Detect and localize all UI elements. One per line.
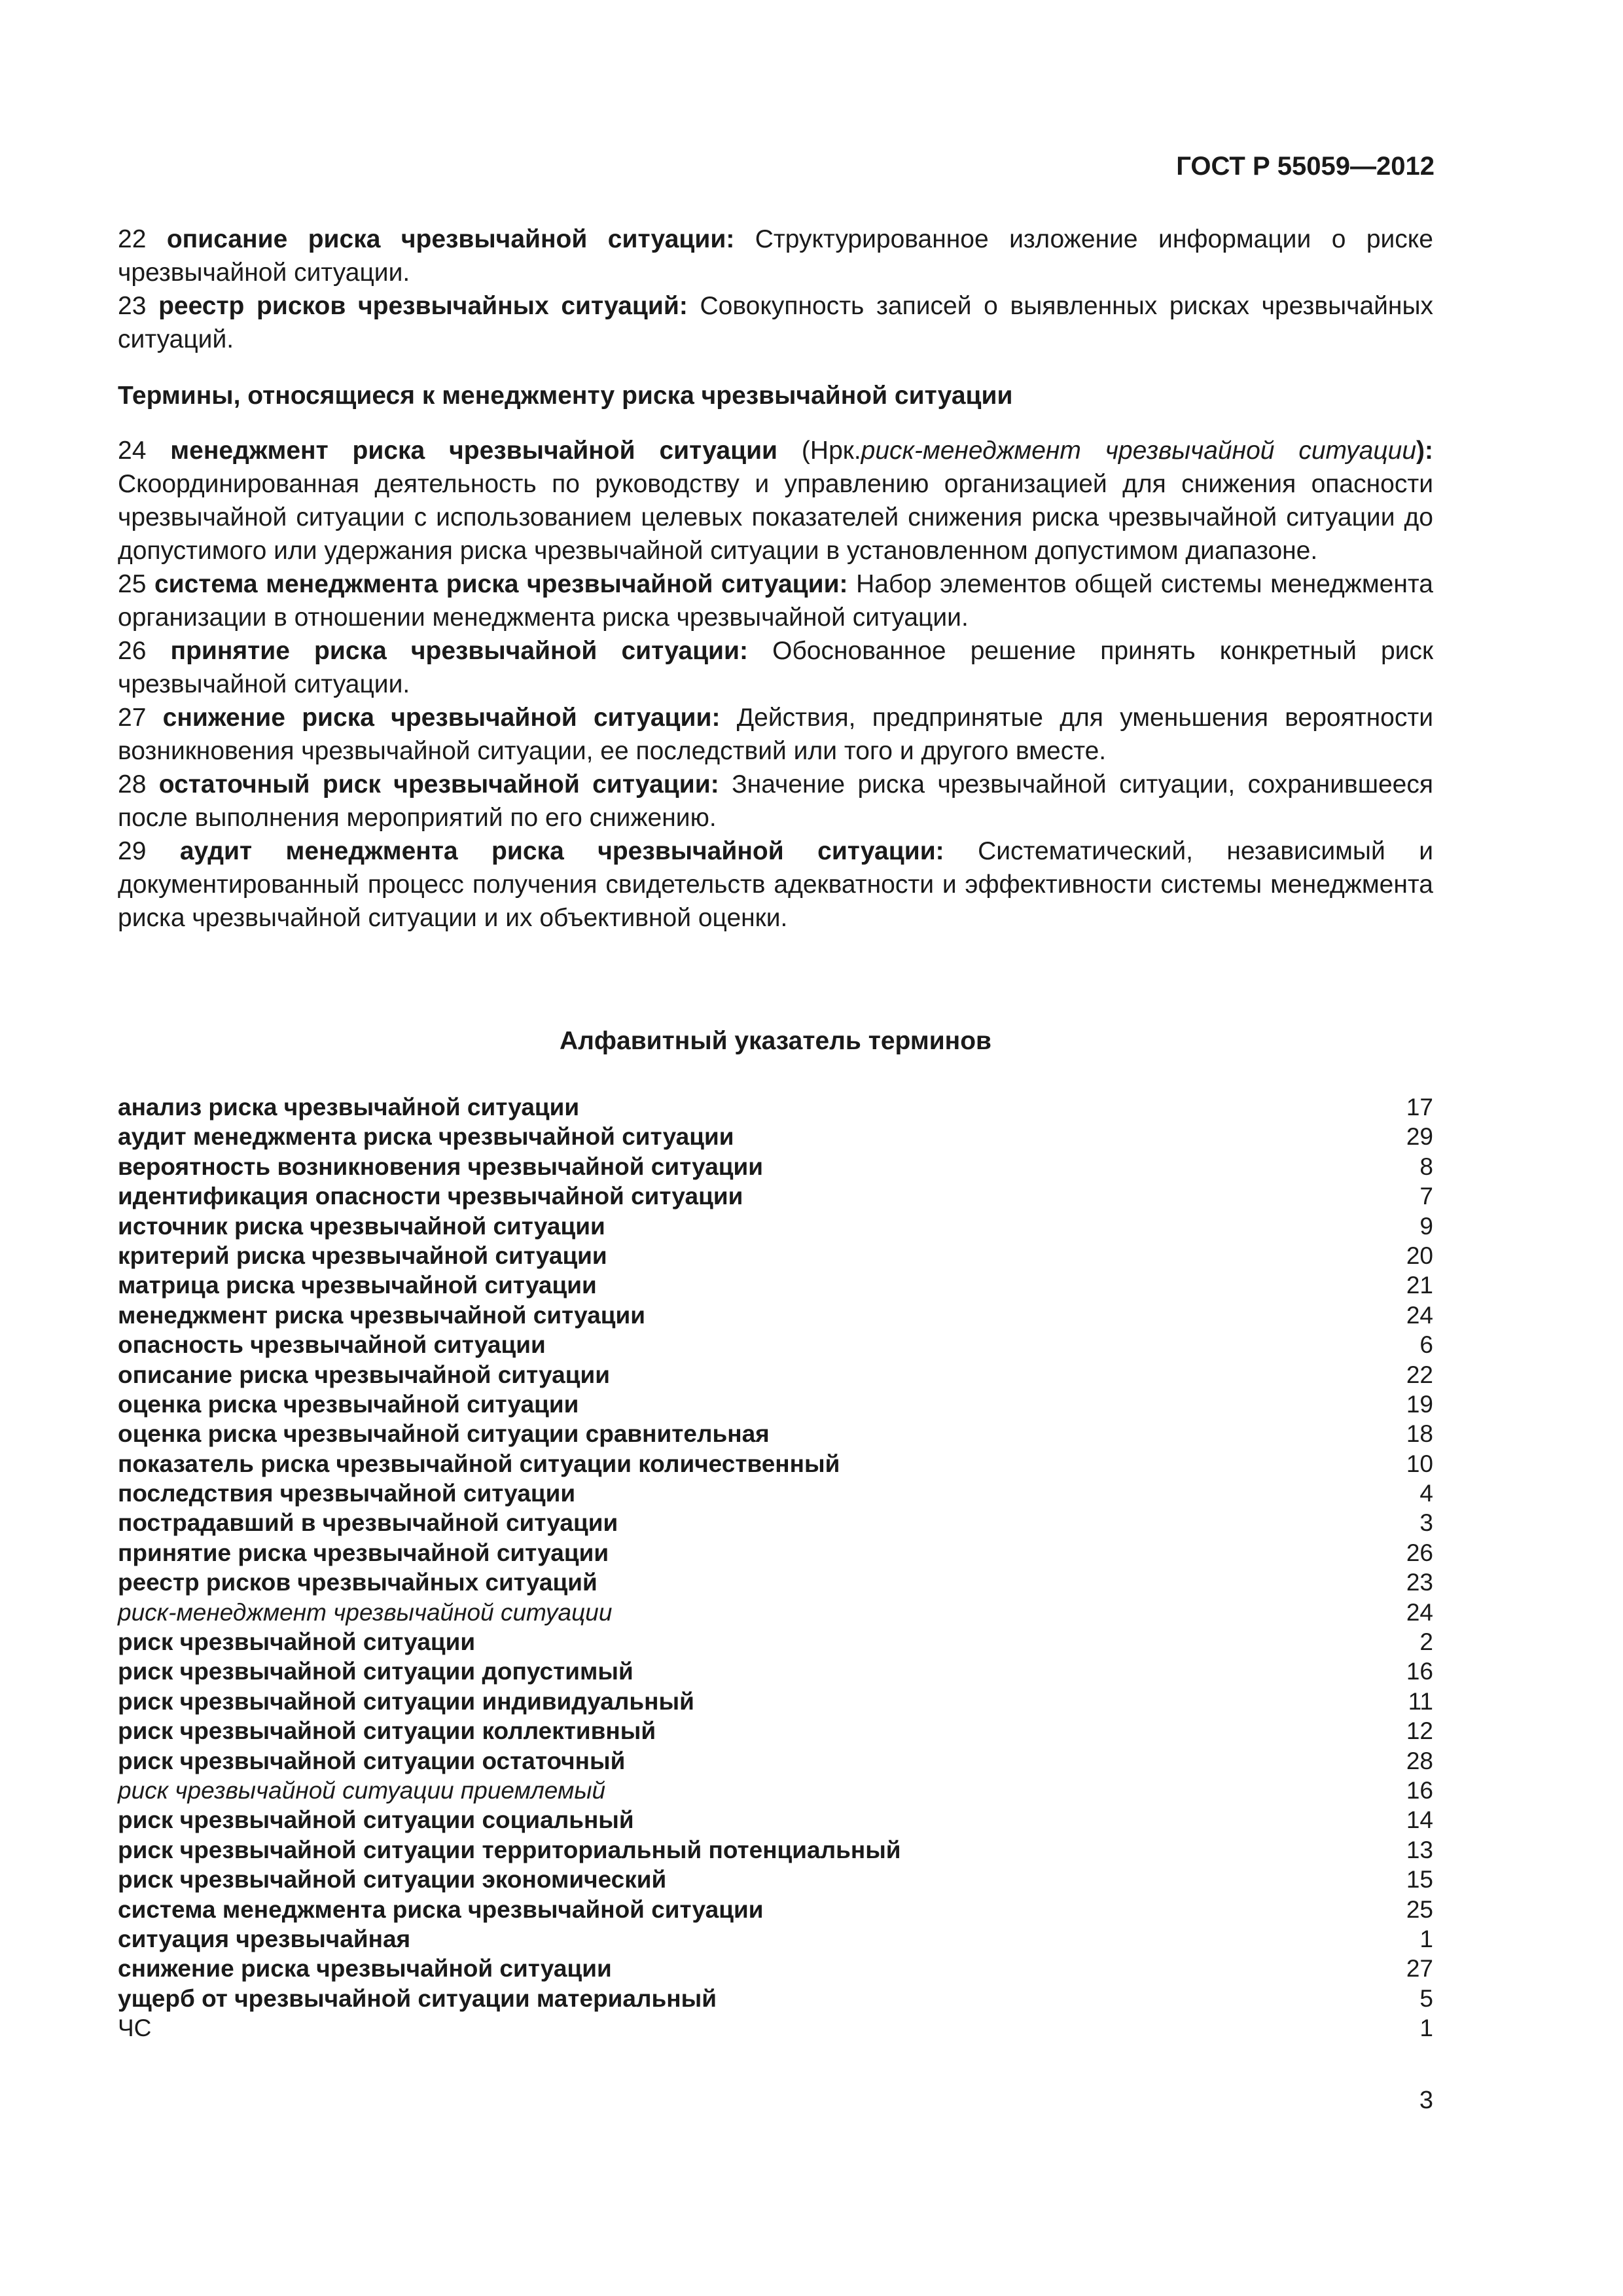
index-entry	[118, 1776, 1433, 1805]
definition-term: принятие риска чрезвычайной ситуации:	[170, 637, 748, 665]
index-list	[118, 1092, 1433, 2043]
definition-text: Значение риска чрезвычайной ситуации, сохранившееся после выполнения мероприятий по его снижению.	[118, 770, 1433, 832]
definition-number: 29	[118, 837, 147, 865]
index-term-number: 21	[1406, 1272, 1433, 1299]
definition-text: Обоснованное решение принять конкретный риск чрезвычайной ситуации.	[118, 637, 1434, 698]
index-term: риск чрезвычайной ситуации социальный	[118, 1806, 634, 1834]
index-term-number: 2	[1419, 1628, 1433, 1656]
index-term: показатель риска чрезвычайной ситуации количественный	[118, 1450, 840, 1477]
definition-term: система менеджмента риска чрезвычайной ситуации:	[154, 570, 848, 598]
nrk-open: (Нрк.	[801, 437, 861, 465]
index-term: анализ риска чрезвычайной ситуации	[118, 1094, 580, 1121]
index-term-number: 16	[1406, 1776, 1433, 1804]
index-entry	[118, 1657, 1433, 1686]
index-entry	[118, 1538, 1433, 1568]
index-entry	[118, 1360, 1433, 1390]
index-term-number: 13	[1406, 1836, 1433, 1863]
index-entry	[118, 1984, 1433, 2013]
index-term: последствия чрезвычайной ситуации	[118, 1480, 576, 1507]
index-term-number: 12	[1406, 1717, 1433, 1745]
index-term-number: 11	[1408, 1687, 1433, 1715]
index-entry	[118, 1330, 1433, 1359]
index-entry	[118, 1568, 1433, 1597]
definition-text: Скоординированная деятельность по руководству и управлению организацией для снижения опасности чрезвычайной ситуации с использованием целевых показателей снижения риска чрезвычайной ситуации до допустимого или удержания риска чрезвычайной ситуации в установленном допустимом диапазоне.	[118, 470, 1433, 565]
index-term: риск чрезвычайной ситуации остаточный	[118, 1747, 626, 1774]
index-term-number: 1	[1419, 1925, 1433, 1952]
index-term-number: 24	[1406, 1598, 1433, 1626]
index-entry	[118, 2013, 1433, 2043]
index-term-number: 16	[1406, 1658, 1433, 1685]
definition-term: описание риска чрезвычайной ситуации:	[166, 225, 735, 253]
index-term-number: 18	[1406, 1420, 1433, 1448]
definition	[118, 768, 1433, 834]
definition	[118, 289, 1433, 356]
index-term-number: 1	[1419, 2015, 1433, 2042]
index-term: критерий риска чрезвычайной ситуации	[118, 1242, 607, 1269]
section-heading: Термины, относящиеся к менеджменту риска чрезвычайной ситуации	[118, 382, 1013, 410]
definition-text: Действия, предпринятые для уменьшения вероятности возникновения чрезвычайной ситуации, ее последствий или того и другого вместе.	[118, 704, 1433, 765]
definitions-group-top	[118, 223, 1433, 356]
index-entry	[118, 1152, 1433, 1181]
index-term-number: 5	[1419, 1984, 1433, 2012]
index-term-number: 22	[1406, 1361, 1433, 1388]
definition-number: 27	[118, 704, 147, 732]
index-term-number: 9	[1419, 1212, 1433, 1240]
document-body	[118, 223, 1433, 2043]
index-entry	[118, 1687, 1433, 1716]
index-term: матрица риска чрезвычайной ситуации	[118, 1272, 597, 1299]
index-term: снижение риска чрезвычайной ситуации	[118, 1955, 612, 1982]
index-entry	[118, 1508, 1433, 1537]
index-term-number: 15	[1406, 1866, 1433, 1893]
definition-number: 25	[118, 570, 147, 598]
index-term-number: 24	[1406, 1301, 1433, 1329]
index-entry	[118, 1211, 1433, 1241]
index-entry	[118, 1419, 1433, 1448]
index-term-number: 19	[1406, 1390, 1433, 1418]
index-term: риск чрезвычайной ситуации экономический	[118, 1866, 667, 1893]
index-term-number: 25	[1406, 1895, 1433, 1923]
definition-number: 24	[118, 437, 147, 465]
index-term: принятие риска чрезвычайной ситуации	[118, 1539, 609, 1566]
index-term: описание риска чрезвычайной ситуации	[118, 1361, 610, 1388]
definition	[118, 634, 1433, 701]
nrk-term: риск-менеджмент чрезвычайной ситуации	[861, 437, 1417, 465]
index-term: оценка риска чрезвычайной ситуации сравнительная	[118, 1420, 770, 1448]
index-term: источник риска чрезвычайной ситуации	[118, 1212, 605, 1240]
page-number: 3	[1419, 2087, 1433, 2114]
index-title: Алфавитный указатель терминов	[559, 1027, 992, 1055]
index-term: идентификация опасности чрезвычайной ситуации	[118, 1183, 743, 1210]
index-entry	[118, 1895, 1433, 1924]
definition-number: 28	[118, 770, 147, 798]
definitions-group-bottom	[118, 567, 1433, 935]
index-entry	[118, 1092, 1433, 1122]
index-term: риск чрезвычайной ситуации допустимый	[118, 1658, 633, 1685]
index-term: ЧС	[118, 2015, 152, 2042]
definition	[118, 701, 1433, 768]
index-term: риск чрезвычайной ситуации индивидуальный	[118, 1687, 694, 1715]
index-term: менеджмент риска чрезвычайной ситуации	[118, 1301, 646, 1329]
index-term: аудит менеджмента риска чрезвычайной ситуации	[118, 1123, 734, 1151]
definition-term: снижение риска чрезвычайной ситуации:	[162, 704, 721, 732]
index-term-number: 4	[1419, 1480, 1433, 1507]
index-term: оценка риска чрезвычайной ситуации	[118, 1390, 579, 1418]
index-term: реестр рисков чрезвычайных ситуаций	[118, 1569, 597, 1596]
index-term-number: 27	[1406, 1955, 1433, 1982]
index-entry	[118, 1390, 1433, 1419]
index-term: риск чрезвычайной ситуации приемлемый	[118, 1776, 606, 1804]
definition-number: 22	[118, 225, 147, 253]
index-term: ситуация чрезвычайная	[118, 1925, 411, 1952]
index-term-number: 23	[1406, 1569, 1433, 1596]
index-term-number: 3	[1419, 1509, 1433, 1537]
index-term: риск чрезвычайной ситуации территориальный потенциальный	[118, 1836, 901, 1863]
index-term: риск-менеджмент чрезвычайной ситуации	[118, 1598, 613, 1626]
index-term-number: 14	[1406, 1806, 1433, 1834]
index-term: риск чрезвычайной ситуации коллективный	[118, 1717, 656, 1745]
index-term-number: 8	[1419, 1153, 1433, 1180]
index-term-number: 10	[1406, 1450, 1433, 1477]
definition-text: Совокупность записей о выявленных рисках чрезвычайных ситуаций.	[118, 292, 1433, 353]
index-term-number: 17	[1406, 1094, 1433, 1121]
index-entry	[118, 1449, 1433, 1479]
index-entry	[118, 1924, 1433, 1954]
definition-number: 26	[118, 637, 147, 665]
index-term-number: 26	[1406, 1539, 1433, 1566]
definition-text: Набор элементов общей системы менеджмента организации в отношении менеджмента риска чрезвычайной ситуации.	[118, 570, 1433, 632]
index-entry	[118, 1835, 1433, 1865]
index-term-number: 29	[1406, 1123, 1433, 1151]
index-term: риск чрезвычайной ситуации	[118, 1628, 476, 1656]
definition	[118, 223, 1433, 289]
index-entry	[118, 1300, 1433, 1330]
index-term: система менеджмента риска чрезвычайной ситуации	[118, 1895, 764, 1923]
index-entry	[118, 1954, 1433, 1983]
definition-24	[118, 434, 1433, 567]
definition	[118, 567, 1433, 634]
index-entry	[118, 1181, 1433, 1211]
definition-text: Систематический, независимый и документированный процесс получения свидетельств адекватности и эффективности системы менеджмента риска чрезвычайной ситуации и их объективной оценки.	[118, 837, 1433, 932]
definition-text: Структурированное изложение информации о риске чрезвычайной ситуации.	[118, 225, 1433, 287]
index-term: пострадавший в чрезвычайной ситуации	[118, 1509, 618, 1537]
index-term-number: 7	[1419, 1183, 1433, 1210]
index-entry	[118, 1270, 1433, 1300]
index-entry	[118, 1627, 1433, 1657]
index-entry	[118, 1479, 1433, 1508]
definition	[118, 834, 1433, 935]
index-term: ущерб от чрезвычайной ситуации материальный	[118, 1984, 717, 2012]
index-entry	[118, 1865, 1433, 1894]
index-entry	[118, 1598, 1433, 1627]
index-entry	[118, 1241, 1433, 1270]
definition-term: аудит менеджмента риска чрезвычайной ситуации:	[179, 837, 944, 865]
index-entry	[118, 1746, 1433, 1776]
definition-term: остаточный риск чрезвычайной ситуации:	[158, 770, 719, 798]
definition-term: реестр рисков чрезвычайных ситуаций:	[158, 292, 688, 320]
index-entry	[118, 1716, 1433, 1746]
nrk-close: ):	[1416, 437, 1434, 465]
definition-number: 23	[118, 292, 147, 320]
index-entry	[118, 1805, 1433, 1835]
standard-designation: ГОСТ Р 55059—2012	[1176, 152, 1435, 181]
index-term-number: 20	[1406, 1242, 1433, 1269]
index-entry	[118, 1122, 1433, 1151]
definition-term: менеджмент риска чрезвычайной ситуации	[170, 437, 778, 465]
index-term: опасность чрезвычайной ситуации	[118, 1331, 546, 1359]
index-term-number: 6	[1419, 1331, 1433, 1359]
index-term-number: 28	[1406, 1747, 1433, 1774]
index-term: вероятность возникновения чрезвычайной ситуации	[118, 1153, 764, 1180]
